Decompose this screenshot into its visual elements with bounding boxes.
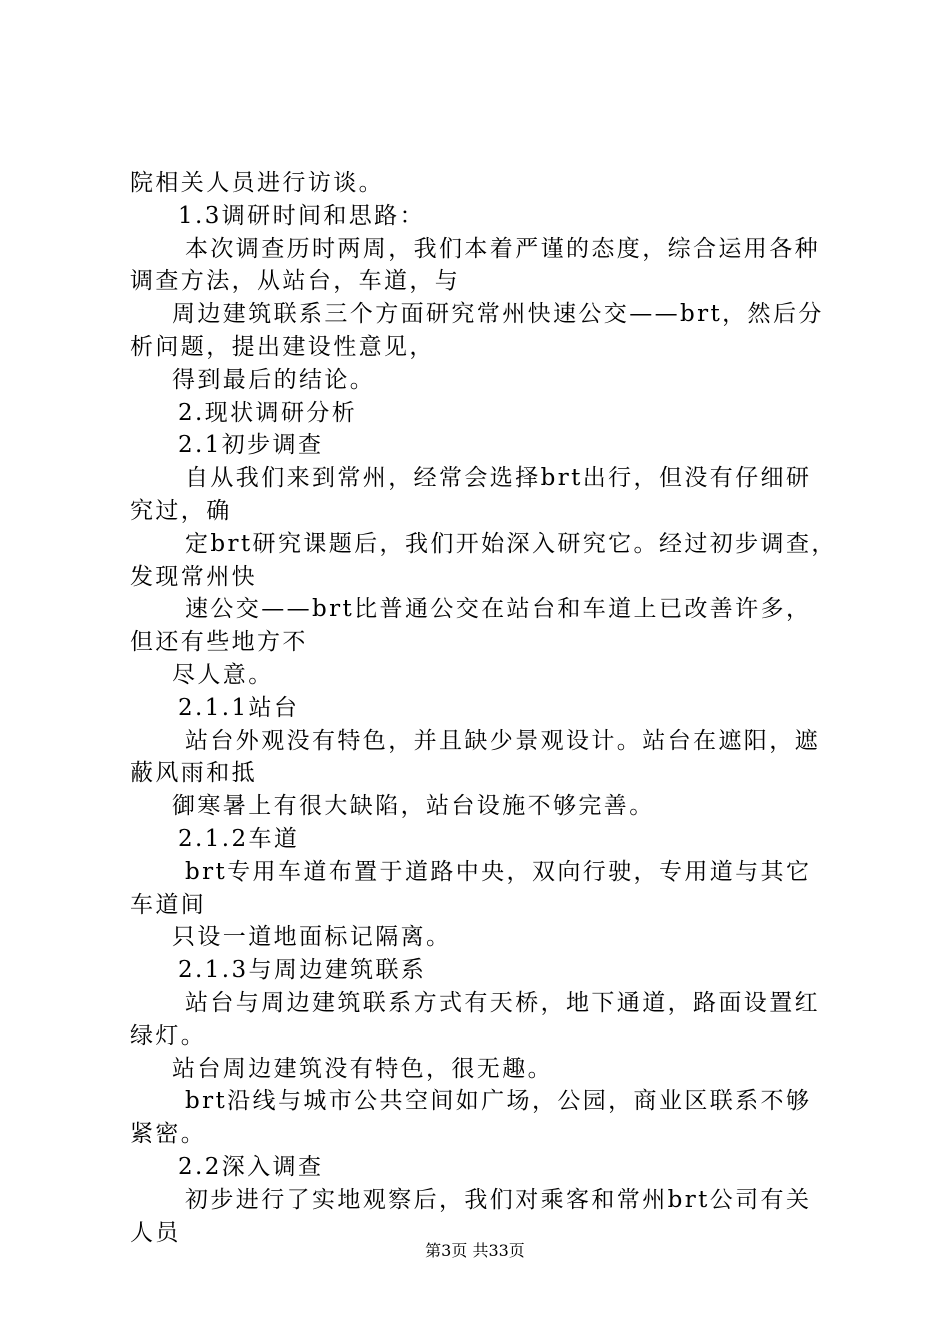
section-heading: 2.2深入调查 (178, 1153, 324, 1180)
text-line: 但还有些地方不 (130, 629, 308, 656)
text-line: 定brt研究课题后，我们开始深入研究它。经过初步调查， (185, 530, 837, 557)
text-line: 人员 (130, 1219, 181, 1246)
text-line: 站台外观没有特色，并且缺少景观设计。站台在遮阳，遮 (185, 727, 820, 754)
text-line: 自从我们来到常州，经常会选择brt出行，但没有仔细研 (185, 465, 812, 492)
text-line: brt沿线与城市公共空间如广场，公园，商业区联系不够 (185, 1088, 812, 1115)
section-heading: 2.现状调研分析 (178, 399, 358, 426)
text-line: 只设一道地面标记隔离。 (172, 924, 452, 951)
section-heading: 2.1.1站台 (178, 694, 300, 721)
text-line: 紧密。 (130, 1121, 207, 1148)
page-footer (0, 1241, 950, 1261)
text-line: 绿灯。 (130, 1022, 207, 1049)
section-heading: 1.3调研时间和思路： (178, 202, 425, 229)
text-line: 御寒暑上有很大缺陷，站台设施不够完善。 (172, 793, 655, 820)
body-text (130, 167, 860, 1249)
text-line: 析问题，提出建设性意见， (130, 333, 435, 360)
text-line: 本次调查历时两周，我们本着严谨的态度，综合运用各种 (185, 235, 820, 262)
text-line: 速公交——brt比普通公交在站台和车道上已改善许多， (185, 596, 812, 623)
text-line: 初步进行了实地观察后，我们对乘客和常州brt公司有关 (185, 1186, 812, 1213)
text-line: 得到最后的结论。 (172, 366, 376, 393)
text-line: brt专用车道布置于道路中央，双向行驶，专用道与其它 (185, 858, 812, 885)
text-line: 究过，确 (130, 497, 232, 524)
section-heading: 2.1初步调查 (178, 432, 324, 459)
text-line: 院相关人员进行访谈。 (130, 170, 384, 196)
text-line: 车道间 (130, 891, 207, 918)
text-line: 周边建筑联系三个方面研究常州快速公交——brt，然后分 (172, 301, 824, 328)
page-number-label: 第3页 共33页 (425, 1241, 525, 1260)
text-line: 尽人意。 (172, 661, 274, 688)
text-line: 站台与周边建筑联系方式有天桥，地下通道，路面设置红 (185, 989, 820, 1016)
text-line: 调查方法，从站台，车道，与 (130, 268, 461, 295)
text-line: 发现常州快 (130, 563, 257, 590)
section-heading: 2.1.3与周边建筑联系 (178, 957, 427, 984)
text-line: 站台周边建筑没有特色，很无趣。 (172, 1055, 553, 1082)
section-heading: 2.1.2车道 (178, 825, 300, 852)
text-line: 蔽风雨和抵 (130, 760, 257, 787)
